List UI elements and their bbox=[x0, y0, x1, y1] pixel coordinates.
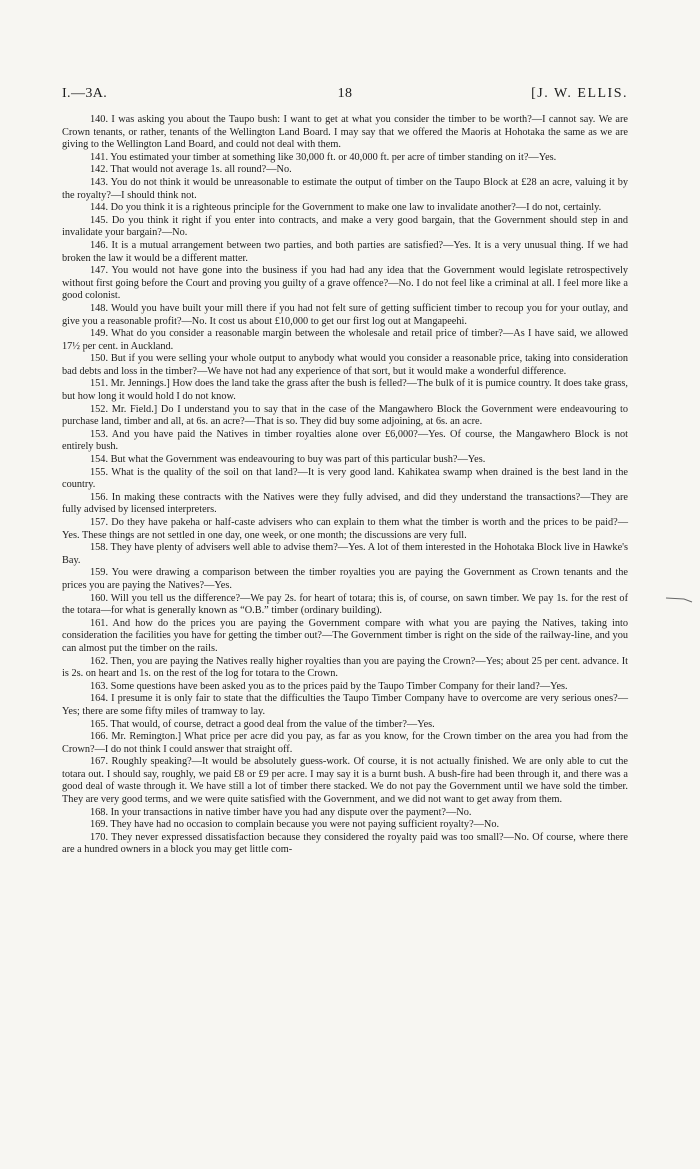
paragraph: 148. Would you have built your mill there if you had not felt sure of getting sufficient timber to recoup you for your outlay, and give you a reasonable profit?—No. It cost us about £10,000 to get our first log out at Mangapeehi. bbox=[62, 302, 628, 327]
paragraph: 140. I was asking you about the Taupo bush: I want to get at what you consider the timber to be worth?—I cannot say. We are Crown tenants, or rather, tenants of the Wellington Land Board. I may say that we offered the Maoris at Hohotaka the same as we are giving to the Wellington Land Board, and could not deal with them. bbox=[62, 114, 628, 151]
paragraph: 159. You were drawing a comparison between the timber royalties you are paying the Government as Crown tenants and the prices you are paying the Natives?—Yes. bbox=[62, 567, 628, 591]
paragraph: 143. You do not think it would be unreasonable to estimate the output of timber on the Taupo Block at £28 an acre, valuing it by the royalty?—I should think not. bbox=[62, 176, 628, 201]
paragraph: 144. Do you think it is a righteous principle for the Government to make one law to invalidate another?—I do not, certainly. bbox=[90, 202, 602, 214]
paragraph: 163. Some questions have been asked you as to the prices paid by the Taupo Timber Company for their land?—Yes. bbox=[90, 680, 568, 692]
page-number: 18 bbox=[337, 86, 353, 101]
paragraph: 145. Do you think it right if you enter into contracts, and make a very good bargain, that the Government should step in and invalidate your bargain?—No. bbox=[62, 214, 628, 239]
paragraph: 154. But what the Government was endeavouring to buy was part of this particular bush?—Yes. bbox=[90, 454, 486, 466]
paragraph: 168. In your transactions in native timber have you had any dispute over the payment?—No. bbox=[90, 806, 472, 818]
paragraph: 147. You would not have gone into the business if you had had any idea that the Government would legislate retrospectively without first going before the Court and proving you guilty of a grave offence?—No. I do not feel like a criminal at all. I feel more like a good colonist. bbox=[62, 265, 628, 302]
paragraph: 142. That would not average 1s. all round?—No. bbox=[90, 164, 292, 176]
page-header bbox=[62, 86, 628, 106]
paragraph: 153. And you have paid the Natives in timber royalties alone over £6,000?—Yes. Of course, the Mangawhero Block is not entirely bush. bbox=[62, 428, 628, 453]
paragraph: 170. They never expressed dissatisfaction because they considered the royalty paid was too small?—No. Of course, where there are a hundred owners in a block you may get little com- bbox=[62, 831, 628, 856]
paragraph: 167. Roughly speaking?—It would be absolutely guess-work. Of course, it is not actually finished. We are only able to cut the totara out. I should say, roughly, we paid £8 or £9 per acre. I may say it is a burnt bush. A bush-fire had been through it, and there was a good deal of waste through it. We have still a lot of timber there stacked. We do not pay the Government until we have sold the timber. They are very good terms, and we were quite satisfied with the Government, and we did not want to get away from them. bbox=[62, 756, 628, 806]
paragraph: 149. What do you consider a reasonable margin between the wholesale and retail price of timber?—As I have said, we allowed 17½ per cent. in Auckland. bbox=[62, 328, 628, 352]
paragraph: 164. I presume it is only fair to state that the difficulties the Taupo Timber Company have to overcome are very serious ones?—Yes; there are some fifty miles of tramway to lay. bbox=[62, 693, 628, 717]
paragraph: 150. But if you were selling your whole output to anybody what would you consider a reasonable price, taking into consideration bad debts and loss in the timber?—We have not had any experience of that sort, but it would make a wonderful difference. bbox=[62, 353, 628, 377]
paragraph: 169. They have had no occasion to complain because you were not paying sufficient royalty?—No. bbox=[90, 819, 500, 831]
paragraph: 161. And how do the prices you are paying the Government compare with what you are paying the Natives, taking into consideration the facilities you have for getting the timber out?—The Government timber is right on the side of the railway-line, and you can almost put the timber on the rails. bbox=[62, 617, 628, 654]
paragraph: 146. It is a mutual arrangement between two parties, and both parties are satisfied?—Yes. It is a very unusual thing. If we had broken the law it would be a different matter. bbox=[62, 239, 628, 264]
report-reference: I.—3A. bbox=[62, 86, 108, 101]
paragraph: 160. Will you tell us the difference?—We pay 2s. for heart of totara; this is, of course, on sawn timber. We pay 1s. for the rest of the totara—for what is generally known as “O.B.” timber (ordinary building). bbox=[62, 592, 628, 617]
paragraph: 166. Mr. Remington.] What price per acre did you pay, as far as you know, for the Crown timber on the area you had from the Crown?—I do not think I could answer that straight off. bbox=[62, 731, 628, 755]
paragraph: 151. Mr. Jennings.] How does the land take the grass after the bush is felled?—The bulk of it is pumice country. It does take grass, but how long it would hold I do not know. bbox=[62, 378, 628, 403]
witness-name: [J. W. ELLIS. bbox=[531, 86, 628, 101]
paragraph: 165. That would, of course, detract a good deal from the value of the timber?—Yes. bbox=[90, 718, 435, 730]
margin-dash-icon bbox=[664, 594, 694, 604]
paragraph: 158. They have plenty of advisers well able to advise them?—Yes. A lot of them interested in the Hohotaka Block live in Hawke's Bay. bbox=[62, 542, 628, 566]
paragraph: 162. Then, you are paying the Natives really higher royalties than you are paying the Crown?—Yes; about 25 per cent. advance. It is 2s. on heart and 1s. on the rest of the log for totara to the Crown. bbox=[62, 655, 628, 680]
paragraph: 157. Do they have pakeha or half-caste advisers who can explain to them what the timber is worth and the prices to be paid?—Yes. These things are not settled in one day, one week, or one month; the discussions are very full. bbox=[62, 517, 628, 541]
paragraph: 152. Mr. Field.] Do I understand you to say that in the case of the Mangawhero Block the Government were endeavouring to purchase land, timber and all, at 6s. an acre?—That is so. They did buy some adjoining, at 6s. an acre. bbox=[62, 403, 628, 428]
evidence-text bbox=[62, 114, 628, 857]
paragraph: 155. What is the quality of the soil on that land?—It is very good land. Kahikatea swamp when drained is the best land in the country. bbox=[62, 466, 628, 491]
paragraph: 141. You estimated your timber at something like 30,000 ft. or 40,000 ft. per acre of timber standing on it?—Yes. bbox=[90, 151, 557, 163]
paragraph: 156. In making these contracts with the Natives were they fully advised, and did they understand the transactions?—They are fully advised by licensed interpreters. bbox=[62, 491, 628, 516]
